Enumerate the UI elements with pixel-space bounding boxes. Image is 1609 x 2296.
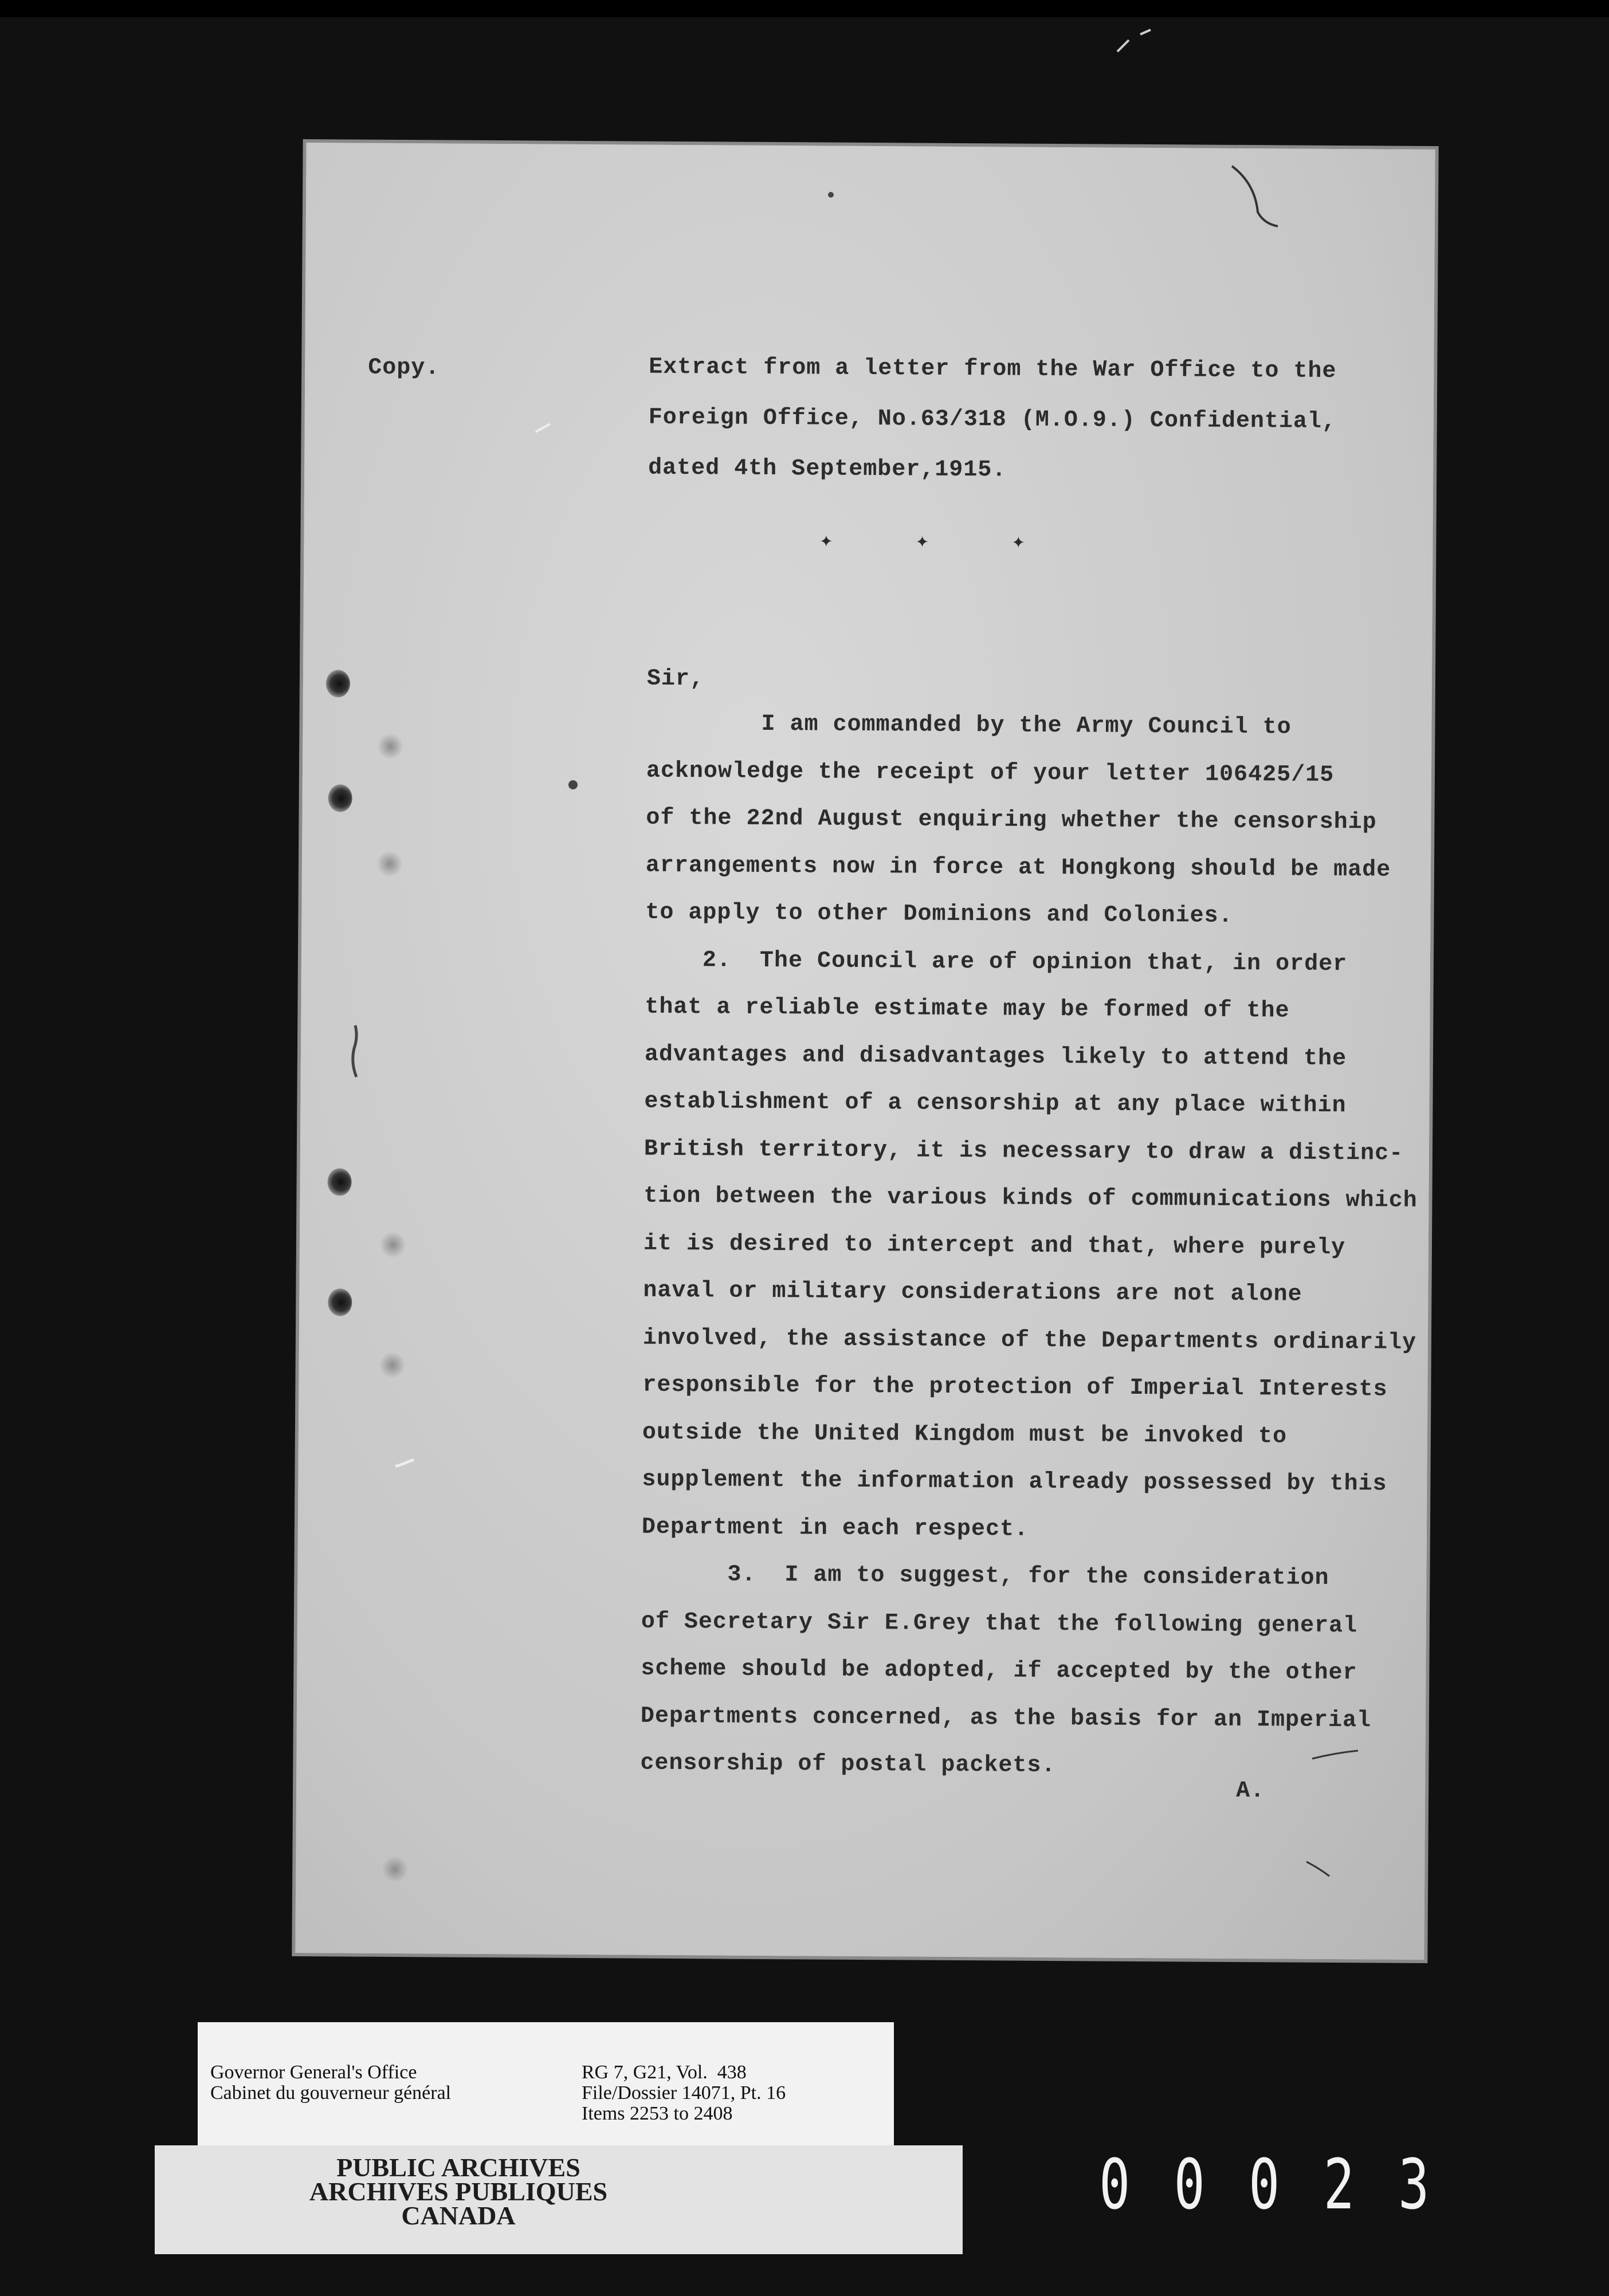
body-line: Department in each respect. — [641, 1514, 1029, 1543]
punch-hole-shadow — [380, 1232, 406, 1258]
frame-digit: 2 — [1323, 2145, 1355, 2225]
office-line: Cabinet du gouverneur général — [210, 2082, 452, 2104]
copy-label: Copy. — [368, 355, 440, 382]
body-line: tion between the various kinds of communications which — [643, 1183, 1418, 1214]
body-line: arrangements now in force at Hongkong should be made — [645, 852, 1391, 883]
document-page — [295, 143, 1435, 1960]
punch-hole-shadow — [377, 733, 403, 760]
body-line: supplement the information already possessed by this — [642, 1467, 1387, 1497]
body-line: Departments concerned, as the basis for an Imperial — [640, 1703, 1372, 1733]
punch-hole — [326, 670, 350, 697]
body-line: naval or military considerations are not alone — [643, 1277, 1302, 1308]
archive-label-office — [210, 2062, 451, 2104]
body-line: acknowledge the receipt of your letter 106425/15 — [646, 758, 1335, 788]
archive-label-reference — [582, 2062, 786, 2124]
heading-line: Foreign Office, No.63/318 (M.O.9.) Confidential, — [648, 404, 1337, 435]
body-line: involved, the assistance of the Departments ordinarily — [642, 1325, 1417, 1356]
reference-line: File/Dossier 14071, Pt. 16 — [582, 2082, 786, 2104]
body-line: scheme should be adopted, if accepted by the other — [641, 1656, 1357, 1686]
salutation: Sir, — [646, 666, 705, 693]
frame-digit: 3 — [1398, 2145, 1430, 2225]
punch-hole — [328, 1288, 352, 1316]
punch-hole — [328, 784, 352, 812]
stamp-line: PUBLIC ARCHIVES — [336, 2153, 580, 2182]
reference-line: RG 7, G21, Vol. 438 — [582, 2062, 747, 2083]
body-line: of the 22nd August enquiring whether the censorship — [646, 805, 1377, 836]
reference-line: Items 2253 to 2408 — [582, 2103, 733, 2124]
body-line: responsible for the protection of Imperial Interests — [642, 1372, 1388, 1403]
frame-digit: 0 — [1174, 2145, 1205, 2225]
punch-hole-shadow — [382, 1856, 408, 1882]
separator-marks: ✦ ✦ ✦ — [819, 529, 1026, 555]
body-line: advantages and disadvantages likely to attend the — [644, 1041, 1347, 1072]
body-line: of Secretary Sir E.Grey that the following general — [641, 1609, 1358, 1639]
body-line: 3. I am to suggest, for the consideration — [641, 1561, 1329, 1591]
body-line: that a reliable estimate may be formed of the — [645, 994, 1290, 1024]
stamp-line: CANADA — [401, 2201, 516, 2230]
punch-hole-shadow — [376, 851, 403, 877]
body-line: I am commanded by the Army Council to — [646, 710, 1292, 741]
body-line: it is desired to intercept and that, where purely — [643, 1230, 1346, 1261]
body-line: British territory, it is necessary to draw a distinc- — [643, 1136, 1404, 1167]
body-line: to apply to other Dominions and Colonies. — [645, 899, 1233, 929]
public-archives-stamp — [155, 2145, 963, 2254]
heading-line: dated 4th September,1915. — [648, 455, 1007, 483]
frame-digit: 0 — [1099, 2145, 1131, 2225]
body-line: censorship of postal packets. — [640, 1750, 1056, 1779]
punch-hole — [327, 1168, 351, 1196]
document-heading — [648, 343, 1406, 498]
letter-body — [640, 701, 1418, 1792]
stamp-text — [155, 2153, 762, 2230]
body-line: 2. The Council are of opinion that, in order — [645, 947, 1348, 977]
stamp-line: ARCHIVES PUBLIQUES — [309, 2177, 608, 2206]
office-line: Governor General's Office — [210, 2062, 417, 2083]
frame-number — [1077, 2145, 1451, 2225]
frame-digit: 0 — [1249, 2145, 1280, 2225]
body-line: establishment of a censorship at any place within — [644, 1088, 1347, 1119]
body-line: outside the United Kingdom must be invoked to — [642, 1420, 1288, 1450]
punch-hole-shadow — [379, 1352, 405, 1378]
heading-line: Extract from a letter from the War Office to the — [649, 354, 1337, 385]
archive-label-card — [198, 2022, 894, 2145]
continuation-mark: A. — [1235, 1778, 1265, 1804]
